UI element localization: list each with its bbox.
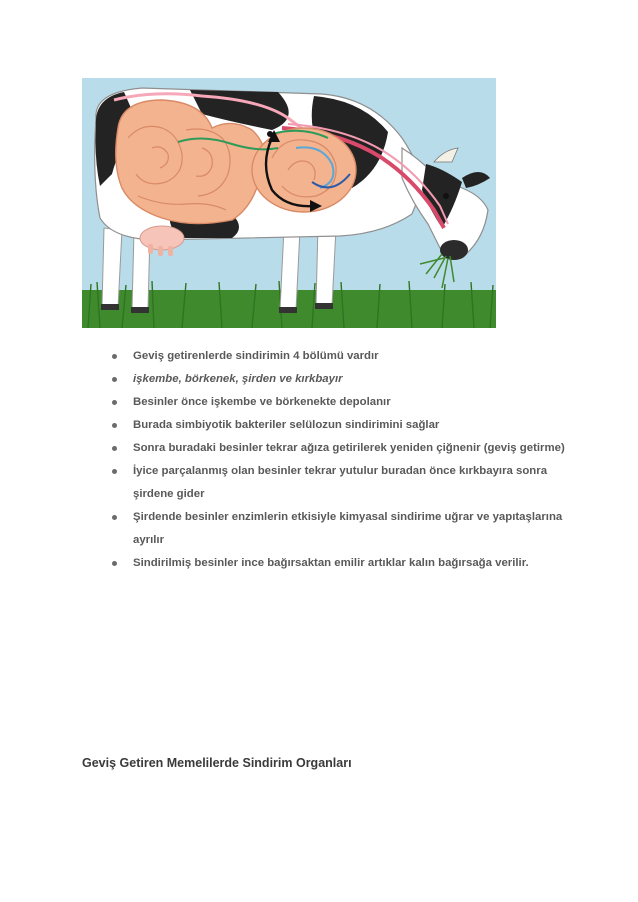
cow-digestive-figure — [82, 78, 496, 328]
bullet-item — [100, 391, 570, 414]
bullet-text: Besinler önce işkembe ve börkenekte depolanır — [133, 396, 391, 408]
bullet-text: Burada simbiyotik bakteriler selülozun sindirimini sağlar — [133, 419, 440, 431]
bullet-text: İyice parçalanmış olan besinler tekrar yutulur buradan önce kırkbayıra sonra şirdene gider — [133, 465, 548, 500]
bullet-dot — [112, 400, 117, 405]
bullet-item — [100, 506, 570, 552]
bullet-item — [100, 414, 570, 437]
bullet-item — [100, 460, 570, 506]
bullet-dot — [112, 423, 117, 428]
bullet-text: işkembe, börkenek, şirden ve kırkbayır — [133, 373, 343, 385]
bullet-dot — [112, 446, 117, 451]
bullet-text: Sonra buradaki besinler tekrar ağıza getirilerek yeniden çiğnenir (geviş getirme) — [133, 442, 565, 454]
bullet-dot — [112, 515, 117, 520]
bullet-list — [100, 345, 570, 575]
bullet-item — [100, 345, 570, 368]
bullet-item — [100, 368, 570, 391]
bullet-dot — [112, 561, 117, 566]
bullet-item — [100, 552, 570, 575]
bullet-dot — [112, 354, 117, 359]
bullet-text: Sindirilmiş besinler ince bağırsaktan emilir artıklar kalın bağırsağa verilir. — [133, 557, 529, 569]
bullet-dot — [112, 377, 117, 382]
bullet-text: Geviş getirenlerde sindirimin 4 bölümü vardır — [133, 350, 379, 362]
bullet-dot — [112, 469, 117, 474]
bullet-item — [100, 437, 570, 460]
cow-illustration — [82, 78, 496, 328]
section-heading: Geviş Getiren Memelilerde Sindirim Organları — [82, 756, 352, 770]
bullet-text: Şirdende besinler enzimlerin etkisiyle kimyasal sindirime uğrar ve yapıtaşlarına ayrılır — [133, 511, 563, 546]
